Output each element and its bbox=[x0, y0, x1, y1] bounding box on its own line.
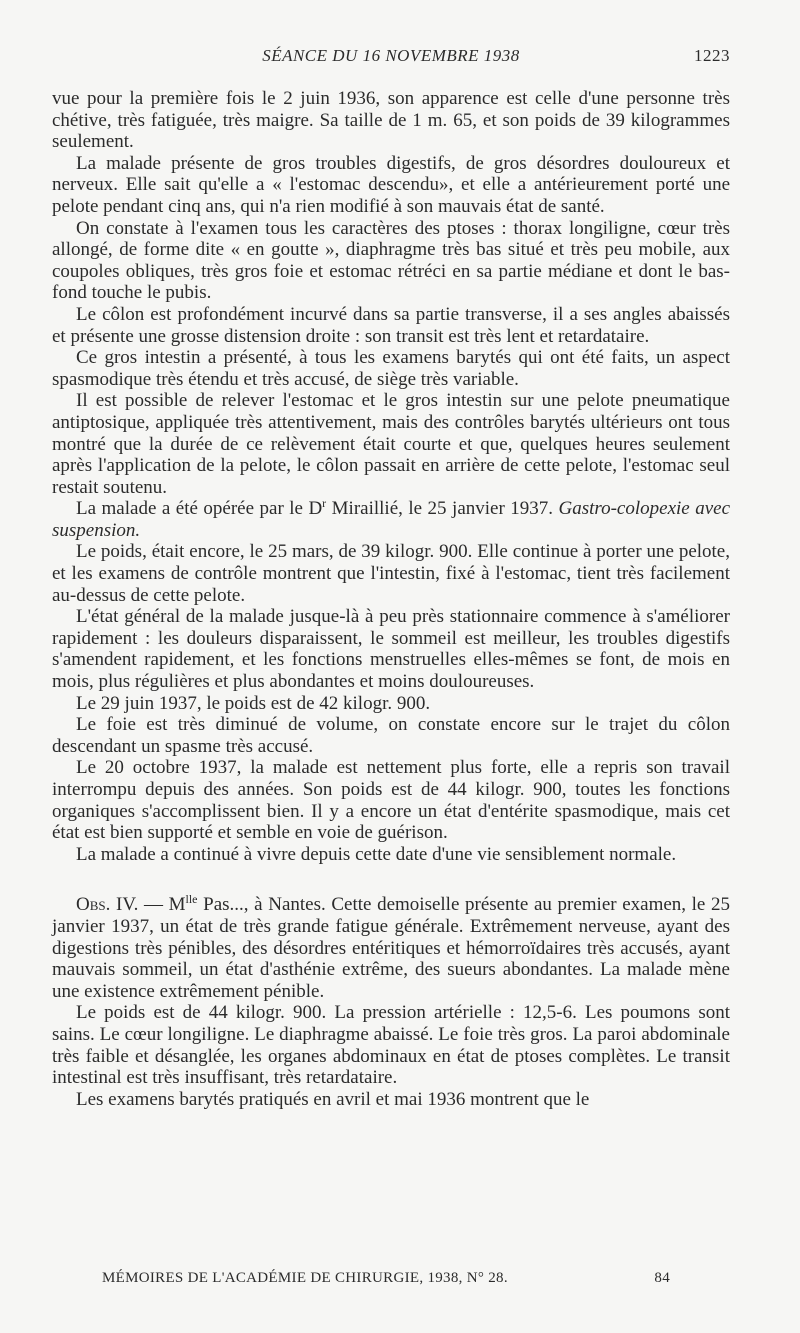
paragraph-continued: vue pour la première fois le 2 juin 1936, son apparence est celle d'une personne très chétive, très fatiguée, très maigre. Sa taille de 1 m. 65, et son poids de 39 kilogrammes seulement. bbox=[52, 88, 730, 153]
paragraph-colon: Le côlon est profondément incurvé dans sa partie transverse, il a ses angles abaissés et présente une grosse distension droite : son transit est très lent et retardataire. bbox=[52, 303, 730, 347]
mademoiselle-abbrev-sup: lle bbox=[185, 892, 198, 907]
paragraph-operation bbox=[52, 498, 730, 541]
running-title: SÉANCE DU 16 NOVEMBRE 1938 bbox=[262, 46, 520, 65]
observation-label: Obs. IV. bbox=[76, 894, 139, 916]
operation-text: La malade a été opérée par le D bbox=[76, 498, 323, 520]
paragraph-weight-pressure: Le poids est de 44 kilogr. 900. La pression artérielle : 12,5-6. Les poumons sont sains. Le cœur longiligne. Le diaphragme abaissé. Le foie très gros. La paroi abdominale très faible et désanglée, les organes abdominaux en état de ptoses complètes. Le transit intestinal est très insuffisant, très retardataire. bbox=[52, 1002, 730, 1089]
paragraph-barium-exams: Ce gros intestin a présenté, à tous les examens barytés qui ont été faits, un aspect spasmodique très étendu et très accusé, de siège très variable. bbox=[52, 347, 730, 390]
observation-text: — M bbox=[138, 894, 186, 916]
paragraph-outcome: La malade a continué à vivre depuis cette date d'une vie sensiblement normale. bbox=[76, 843, 677, 865]
observation-text-cont: Pas..., à Nantes. Cette demoiselle présente au premier examen, le 25 janvier 1937, un état de très grande fatigue générale. Extrêmement nerveuse, ayant des digestions très pénibles, des désordres entéritiques et hémorroïdaires très accusés, ayant mauvais sommeil, un état d'asthénie extrême, des sueurs abondantes. La malade mène une existence extrêmement pénible. bbox=[52, 894, 730, 1002]
sheet-number: 84 bbox=[654, 1270, 670, 1286]
operation-text-cont: Miraillié, le 25 janvier 1937. bbox=[326, 498, 559, 520]
paragraph-liver: Le foie est très diminué de volume, on constate encore sur le trajet du côlon descendant un spasme très accusé. bbox=[52, 714, 730, 757]
page-number: 1223 bbox=[694, 46, 730, 65]
doctor-abbrev-sup: r bbox=[322, 496, 327, 511]
journal-citation: MÉMOIRES DE L'ACADÉMIE DE CHIRURGIE, 1938, N° 28. bbox=[102, 1270, 508, 1286]
paragraph-observation-iv bbox=[52, 894, 730, 1002]
paragraph-pelote: Il est possible de relever l'estomac et le gros intestin sur une pelote pneumatique antiptosique, appliquée très attentivement, mais des contrôles barytés ultérieurs ont tous montré que la durée de ce relèvement était courte et que, quelques heures seulement après l'application de la pelote, le côlon passait en arrière de cette pelote, l'estomac seul restait soutenu. bbox=[52, 390, 730, 498]
paragraph-improvement: L'état général de la malade jusque-là à peu près stationnaire commence à s'améliorer rapidement : les douleurs disparaissent, le sommeil est meilleur, les troubles digestifs s'amendent rapidement, et les fonctions menstruelles elles-mêmes se font, de mois en mois, plus régulières et plus abondantes et moins douloureuses. bbox=[52, 606, 730, 693]
paragraph-symptoms: La malade présente de gros troubles digestifs, de gros désordres douloureux et nerveux. Elle sait qu'elle a « l'estomac descendu», et elle a antérieurement porté une pelote pendant cinq ans, qui n'a rien modifié à son mauvais état de santé. bbox=[52, 152, 730, 217]
paragraph-weight-march: Le poids, était encore, le 25 mars, de 39 kilogr. 900. Elle continue à porter une pelote, et les examens de contrôle montrent que l'intestin, fixé à l'estomac, tient très facilement au-dessus de cette pelote. bbox=[52, 541, 730, 606]
paragraph-weight-june: Le 29 juin 1937, le poids est de 42 kilogr. 900. bbox=[76, 692, 431, 714]
paragraph-october: Le 20 octobre 1937, la malade est nettement plus forte, elle a repris son travail interrompu depuis des années. Son poids est de 44 kilogr. 900, toutes les fonctions organiques s'accomplissent bien. Il y a encore un état d'entérite spasmodique, mais cet état est bien supporté et semble en voie de guérison. bbox=[52, 757, 730, 844]
paragraph-examination: On constate à l'examen tous les caractères des ptoses : thorax longiligne, cœur très allongé, de forme dite « en goutte », diaphragme très bas situé et très peu mobile, aux coupoles obliques, très gros foie et estomac rétréci en sa partie médiane et dont le bas-fond touche le pubis. bbox=[52, 217, 730, 304]
operation-name: Gastro-colopexie avec suspension. bbox=[52, 498, 730, 541]
running-head bbox=[52, 46, 730, 70]
paragraph-barium-exams-1936: Les examens barytés pratiqués en avril et mai 1936 montrent que le bbox=[76, 1088, 590, 1110]
article-body bbox=[52, 88, 730, 1110]
